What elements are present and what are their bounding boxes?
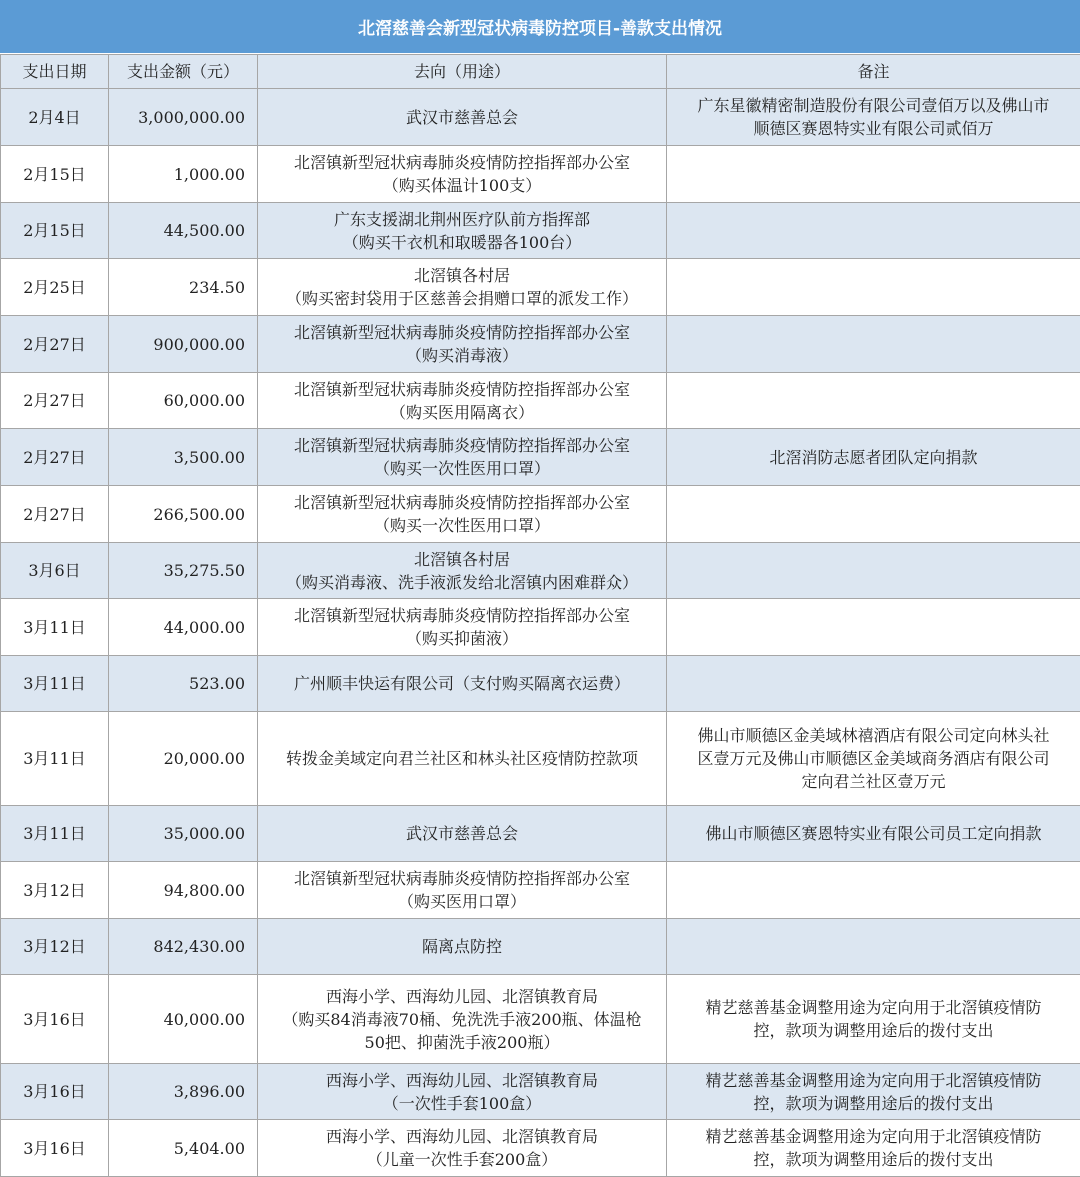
table-row — [1, 146, 1080, 203]
cell-date: 3月6日 — [1, 543, 109, 599]
cell-remark — [667, 975, 1080, 1064]
cell-amount: 234.50 — [109, 259, 258, 316]
purpose-line: 50把、抑菌洗手液200瓶） — [364, 1032, 560, 1052]
cell-remark — [667, 1064, 1080, 1120]
cell-date: 2月15日 — [1, 203, 109, 259]
remark-line: 精艺慈善基金调整用途为定向用于北滘镇疫情防 — [705, 998, 1042, 1017]
cell-purpose — [258, 599, 667, 656]
table-row — [1, 429, 1080, 486]
cell-purpose — [258, 919, 667, 975]
remark-line: 控，款项为调整用途后的拨付支出 — [753, 1021, 994, 1040]
cell-purpose — [258, 543, 667, 599]
purpose-line: 转拨金美域定向君兰社区和林头社区疫情防控款项 — [285, 749, 638, 768]
cell-purpose — [258, 656, 667, 712]
table-row — [1, 543, 1080, 599]
table-row — [1, 599, 1080, 656]
cell-amount: 40,000.00 — [109, 975, 258, 1064]
cell-purpose — [258, 806, 667, 862]
table-row — [1, 656, 1080, 712]
purpose-line: 武汉市慈善总会 — [405, 824, 518, 843]
header-purpose: 去向（用途） — [258, 55, 667, 89]
cell-remark — [667, 146, 1080, 203]
cell-purpose — [258, 89, 667, 146]
cell-amount: 44,000.00 — [109, 599, 258, 656]
cell-remark — [667, 712, 1080, 806]
cell-amount: 94,800.00 — [109, 862, 258, 919]
cell-remark — [667, 919, 1080, 975]
table-row — [1, 486, 1080, 543]
cell-remark — [667, 543, 1080, 599]
purpose-line: 隔离点防控 — [421, 937, 502, 956]
purpose-line: 北滘镇新型冠状病毒肺炎疫情防控指挥部办公室 — [293, 323, 630, 342]
table-row — [1, 373, 1080, 429]
table-row — [1, 1064, 1080, 1120]
cell-date: 2月27日 — [1, 316, 109, 373]
cell-remark — [667, 1120, 1080, 1177]
table-row — [1, 919, 1080, 975]
cell-purpose — [258, 486, 667, 543]
purpose-line: 广东支援湖北荆州医疗队前方指挥部 — [333, 209, 590, 229]
purpose-line: （购买一次性医用口罩） — [373, 516, 550, 535]
cell-date: 3月11日 — [1, 599, 109, 656]
cell-date: 2月27日 — [1, 429, 109, 486]
expense-table — [0, 54, 1080, 1177]
sheet-title: 北滘慈善会新型冠状病毒防控项目-善款支出情况 — [0, 0, 1080, 54]
purpose-line: 北滘镇新型冠状病毒肺炎疫情防控指挥部办公室 — [293, 606, 630, 625]
cell-amount: 44,500.00 — [109, 203, 258, 259]
cell-remark — [667, 599, 1080, 656]
purpose-line: （购买抑菌液） — [405, 629, 518, 648]
cell-date: 3月16日 — [1, 1064, 109, 1120]
cell-remark — [667, 656, 1080, 712]
cell-amount: 3,896.00 — [109, 1064, 258, 1120]
purpose-line: 北滘镇各村居 — [413, 549, 510, 569]
purpose-line: 北滘镇新型冠状病毒肺炎疫情防控指挥部办公室 — [293, 436, 630, 455]
table-body — [1, 89, 1080, 1177]
cell-date: 3月16日 — [1, 1120, 109, 1177]
remark-line: 北滘消防志愿者团队定向捐款 — [769, 447, 978, 467]
purpose-line: 北滘镇新型冠状病毒肺炎疫情防控指挥部办公室 — [293, 493, 630, 512]
purpose-line: 西海小学、西海幼儿园、北滘镇教育局 — [325, 1127, 598, 1146]
cell-date: 3月11日 — [1, 656, 109, 712]
table-row — [1, 203, 1080, 259]
cell-remark — [667, 259, 1080, 316]
table-row — [1, 316, 1080, 373]
cell-remark — [667, 373, 1080, 429]
table-row — [1, 1120, 1080, 1177]
purpose-line: 北滘镇各村居 — [413, 266, 510, 285]
cell-remark — [667, 89, 1080, 146]
cell-remark — [667, 862, 1080, 919]
cell-remark — [667, 316, 1080, 373]
cell-purpose — [258, 1120, 667, 1177]
cell-amount: 3,500.00 — [109, 429, 258, 486]
cell-amount: 20,000.00 — [109, 712, 258, 806]
cell-purpose — [258, 259, 667, 316]
purpose-line: （儿童一次性手套200盒） — [366, 1150, 558, 1169]
cell-purpose — [258, 975, 667, 1064]
cell-purpose — [258, 1064, 667, 1120]
cell-amount: 1,000.00 — [109, 146, 258, 203]
purpose-line: 北滘镇新型冠状病毒肺炎疫情防控指挥部办公室 — [293, 379, 630, 399]
header-date: 支出日期 — [1, 55, 109, 89]
table-row — [1, 712, 1080, 806]
cell-purpose — [258, 862, 667, 919]
cell-date: 2月27日 — [1, 486, 109, 543]
table-row — [1, 806, 1080, 862]
remark-line: 区壹万元及佛山市顺德区金美域商务酒店有限公司 — [697, 749, 1050, 768]
cell-date: 2月27日 — [1, 373, 109, 429]
purpose-line: 西海小学、西海幼儿园、北滘镇教育局 — [325, 986, 598, 1006]
remark-line: 控，款项为调整用途后的拨付支出 — [753, 1093, 994, 1113]
cell-remark — [667, 806, 1080, 862]
cell-amount: 35,000.00 — [109, 806, 258, 862]
table-row — [1, 259, 1080, 316]
remark-line: 精艺慈善基金调整用途为定向用于北滘镇疫情防 — [705, 1070, 1042, 1090]
cell-purpose — [258, 373, 667, 429]
purpose-line: （购买密封袋用于区慈善会捐赠口罩的派发工作） — [285, 289, 638, 308]
cell-date: 2月4日 — [1, 89, 109, 146]
cell-date: 3月16日 — [1, 975, 109, 1064]
cell-amount: 3,000,000.00 — [109, 89, 258, 146]
cell-amount: 900,000.00 — [109, 316, 258, 373]
cell-amount: 266,500.00 — [109, 486, 258, 543]
cell-remark — [667, 429, 1080, 486]
purpose-line: （购买消毒液） — [405, 346, 518, 365]
table-row — [1, 862, 1080, 919]
remark-line: 控，款项为调整用途后的拨付支出 — [753, 1150, 994, 1169]
cell-amount: 5,404.00 — [109, 1120, 258, 1177]
cell-purpose — [258, 429, 667, 486]
remark-line: 顺德区赛恩特实业有限公司贰佰万 — [753, 119, 994, 138]
remark-line: 精艺慈善基金调整用途为定向用于北滘镇疫情防 — [705, 1127, 1042, 1146]
table-row — [1, 975, 1080, 1064]
header-amount: 支出金额（元） — [109, 55, 258, 89]
cell-date: 3月11日 — [1, 806, 109, 862]
header-remark: 备注 — [667, 55, 1080, 89]
purpose-line: （一次性手套100盒） — [382, 1093, 542, 1113]
cell-amount: 842,430.00 — [109, 919, 258, 975]
cell-date: 3月12日 — [1, 919, 109, 975]
cell-date: 2月15日 — [1, 146, 109, 203]
remark-line: 佛山市顺德区金美域林禧酒店有限公司定向林头社 — [697, 726, 1050, 745]
cell-date: 2月25日 — [1, 259, 109, 316]
purpose-line: 北滘镇新型冠状病毒肺炎疫情防控指挥部办公室 — [293, 153, 630, 172]
remark-line: 定向君兰社区壹万元 — [801, 772, 946, 791]
purpose-line: 武汉市慈善总会 — [405, 107, 518, 127]
remark-line: 广东星徽精密制造股份有限公司壹佰万以及佛山市 — [697, 96, 1050, 115]
cell-date: 3月12日 — [1, 862, 109, 919]
table-header-row — [1, 55, 1080, 89]
purpose-line: （购买医用隔离衣） — [389, 402, 534, 422]
cell-remark — [667, 203, 1080, 259]
cell-amount: 35,275.50 — [109, 543, 258, 599]
remark-line: 佛山市顺德区赛恩特实业有限公司员工定向捐款 — [705, 824, 1042, 843]
purpose-line: （购买体温计100支） — [382, 176, 542, 195]
purpose-line: 广州顺丰快运有限公司（支付购买隔离衣运费） — [293, 674, 630, 693]
purpose-line: （购买一次性医用口罩） — [373, 459, 550, 478]
purpose-line: 北滘镇新型冠状病毒肺炎疫情防控指挥部办公室 — [293, 869, 630, 888]
purpose-line: （购买医用口罩） — [397, 892, 526, 911]
purpose-line: 西海小学、西海幼儿园、北滘镇教育局 — [325, 1070, 598, 1090]
cell-purpose — [258, 203, 667, 259]
purpose-line: （购买84消毒液70桶、免洗洗手液200瓶、体温枪 — [282, 1009, 642, 1029]
cell-purpose — [258, 712, 667, 806]
cell-amount: 60,000.00 — [109, 373, 258, 429]
cell-date: 3月11日 — [1, 712, 109, 806]
cell-amount: 523.00 — [109, 656, 258, 712]
table-row — [1, 89, 1080, 146]
cell-purpose — [258, 316, 667, 373]
cell-remark — [667, 486, 1080, 543]
cell-purpose — [258, 146, 667, 203]
purpose-line: （购买干衣机和取暖器各100台） — [342, 232, 582, 252]
purpose-line: （购买消毒液、洗手液派发给北滘镇内困难群众） — [285, 572, 638, 592]
